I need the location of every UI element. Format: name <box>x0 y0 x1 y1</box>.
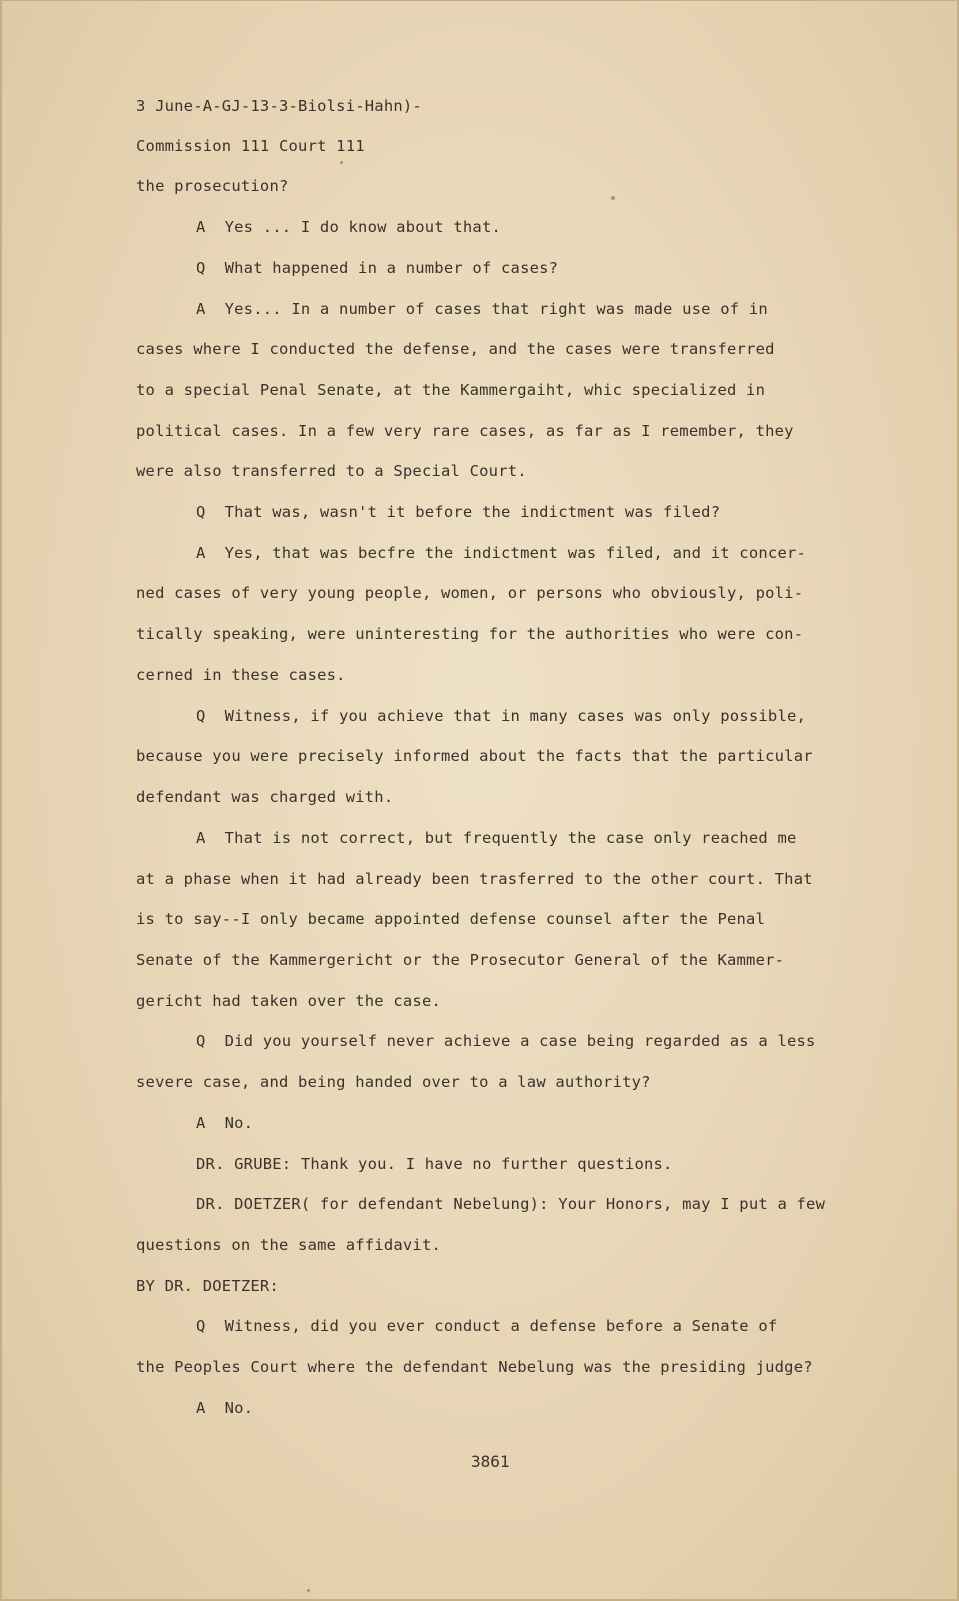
answer-line: A Yes, that was becfre the indictment was filed, and it concer- <box>196 544 807 562</box>
header-line-1: 3 June-A-GJ-13-3-Biolsi-Hahn)- <box>136 97 422 115</box>
page-number: 3861 <box>471 1452 510 1471</box>
text-line: cases where I conducted the defense, and the cases were transferred <box>136 340 775 358</box>
question-line: Q Witness, did you ever conduct a defense before a Senate of <box>196 1317 778 1335</box>
text-line: to a special Penal Senate, at the Kammergaiht, whic specialized in <box>136 381 766 399</box>
text-line: questions on the same affidavit. <box>136 1236 442 1254</box>
question-line: Q What happened in a number of cases? <box>196 259 559 277</box>
question-line: Q Witness, if you achieve that in many cases was only possible, <box>196 707 807 725</box>
ink-speck <box>340 161 343 164</box>
text-line: severe case, and being handed over to a law authority? <box>136 1073 651 1091</box>
text-line: the prosecution? <box>136 177 289 195</box>
text-line: were also transferred to a Special Court. <box>136 462 527 480</box>
question-line: Q That was, wasn't it before the indictment was filed? <box>196 503 721 521</box>
speaker-line: DR. GRUBE: Thank you. I have no further questions. <box>196 1155 673 1173</box>
speaker-line: DR. DOETZER( for defendant Nebelung): Your Honors, may I put a few <box>196 1195 826 1213</box>
text-line: cerned in these cases. <box>136 666 346 684</box>
answer-line: A That is not correct, but frequently the case only reached me <box>196 829 797 847</box>
answer-line: A No. <box>196 1114 254 1132</box>
answer-line: A Yes... In a number of cases that right was made use of in <box>196 300 768 318</box>
text-line: political cases. In a few very rare cases, as far as I remember, they <box>136 422 794 440</box>
question-line: Q Did you yourself never achieve a case being regarded as a less <box>196 1032 816 1050</box>
text-line: is to say--I only became appointed defense counsel after the Penal <box>136 910 766 928</box>
examiner-heading: BY DR. DOETZER: <box>136 1277 279 1295</box>
text-line: defendant was charged with. <box>136 788 394 806</box>
text-line: the Peoples Court where the defendant Nebelung was the presiding judge? <box>136 1358 813 1376</box>
ink-speck <box>307 1589 310 1592</box>
text-line: ned cases of very young people, women, or persons who obviously, poli- <box>136 584 804 602</box>
header-line-2: Commission 111 Court 111 <box>136 137 365 155</box>
ink-speck <box>611 196 615 200</box>
text-line: gericht had taken over the case. <box>136 992 442 1010</box>
text-line: tically speaking, were uninteresting for the authorities who were con- <box>136 625 804 643</box>
document-page <box>2 1 957 1599</box>
text-line: at a phase when it had already been trasferred to the other court. That <box>136 870 813 888</box>
text-line: because you were precisely informed about the facts that the particular <box>136 747 813 765</box>
answer-line: A No. <box>196 1399 254 1417</box>
text-line: Senate of the Kammergericht or the Prosecutor General of the Kammer- <box>136 951 785 969</box>
answer-line: A Yes ... I do know about that. <box>196 218 502 236</box>
